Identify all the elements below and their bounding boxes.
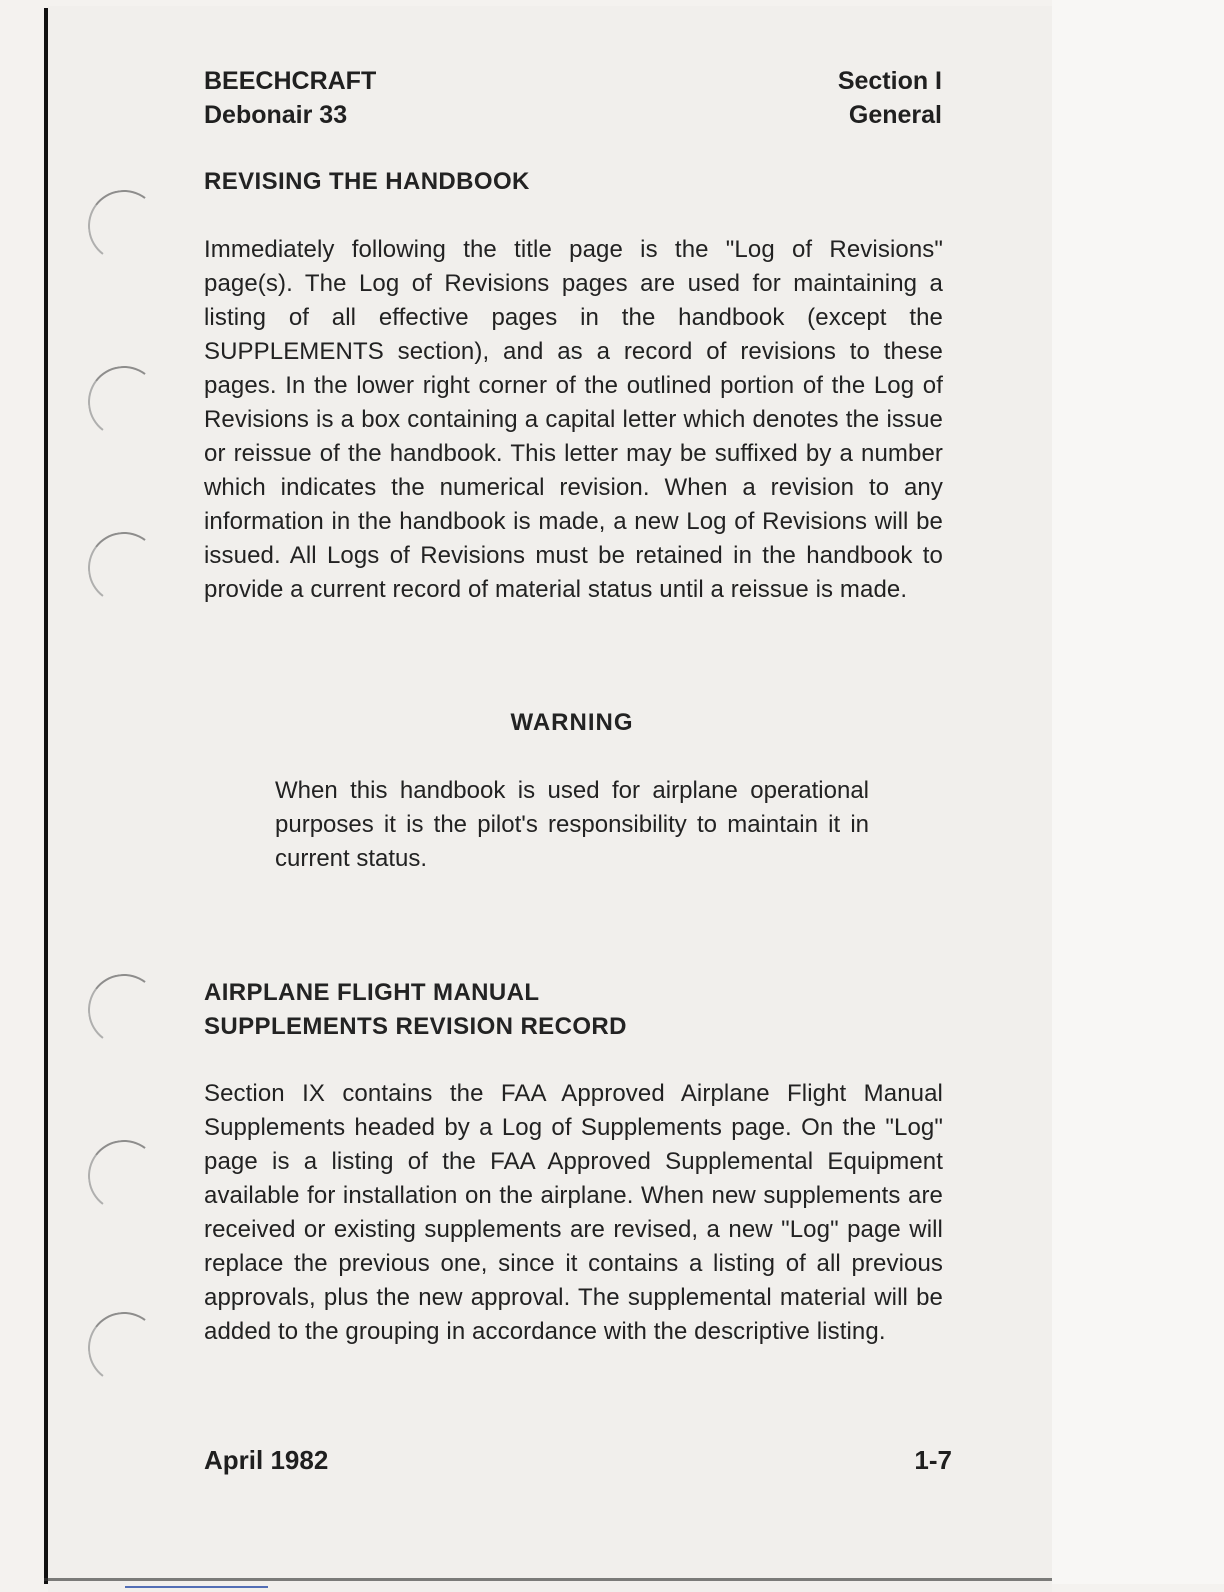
right-margin [1052,0,1224,1584]
afm-heading-line2: SUPPLEMENTS REVISION RECORD [204,1013,627,1040]
page-left-edge [44,8,48,1584]
footer-page-number: 1-7 [914,1445,952,1475]
footer-date: April 1982 [204,1445,329,1475]
afm-heading [204,976,904,1044]
revising-paragraph: Immediately following the title page is the "Log of Revisions" page(s). The Log of Revisions pages are used for maintaining a listing of all effective pages in the handbook (except the SUPPLEMENTS section), and as a record of revisions to these pages. In the lower right corner of the outlined portion of the Log of Revisions is a box containing a capital letter which denotes the issue or reissue of the handbook. This letter may be suffixed by a number which indicates the numerical revision. When a revision to any information in the handbook is made, a new Log of Revisions will be issued. All Logs of Revisions must be retained in the handbook to provide a current record of material status until a reissue is made. [204,236,943,603]
warning-heading: WARNING [510,709,634,736]
section-number: Section I [837,67,942,95]
page-bottom-edge [44,1578,1052,1581]
manufacturer-name: BEECHCRAFT [204,67,377,95]
document-header-right [838,64,942,132]
warning-paragraph: When this handbook is used for airplane operational purposes it is the pilot's responsibility to maintain it in current status. [275,777,869,872]
document-header-left [204,64,376,132]
revising-heading: REVISING THE HANDBOOK [204,168,530,195]
section-title: General [848,101,942,129]
model-name: Debonair 33 [204,101,348,129]
afm-heading-line1: AIRPLANE FLIGHT MANUAL [204,979,540,1006]
bottom-blue-mark [125,1586,268,1588]
afm-paragraph: Section IX contains the FAA Approved Airplane Flight Manual Supplements headed by a Log of Supplements page. On the "Log" page is a listing of the FAA Approved Supplemental Equipment available for installation on the airplane. When new supplements are received or existing supplements are revised, a new "Log" page will replace the previous one, since it contains a listing of all previous approvals, plus the new approval. The supplemental material will be added to the grouping in accordance with the descriptive listing. [204,1080,943,1345]
